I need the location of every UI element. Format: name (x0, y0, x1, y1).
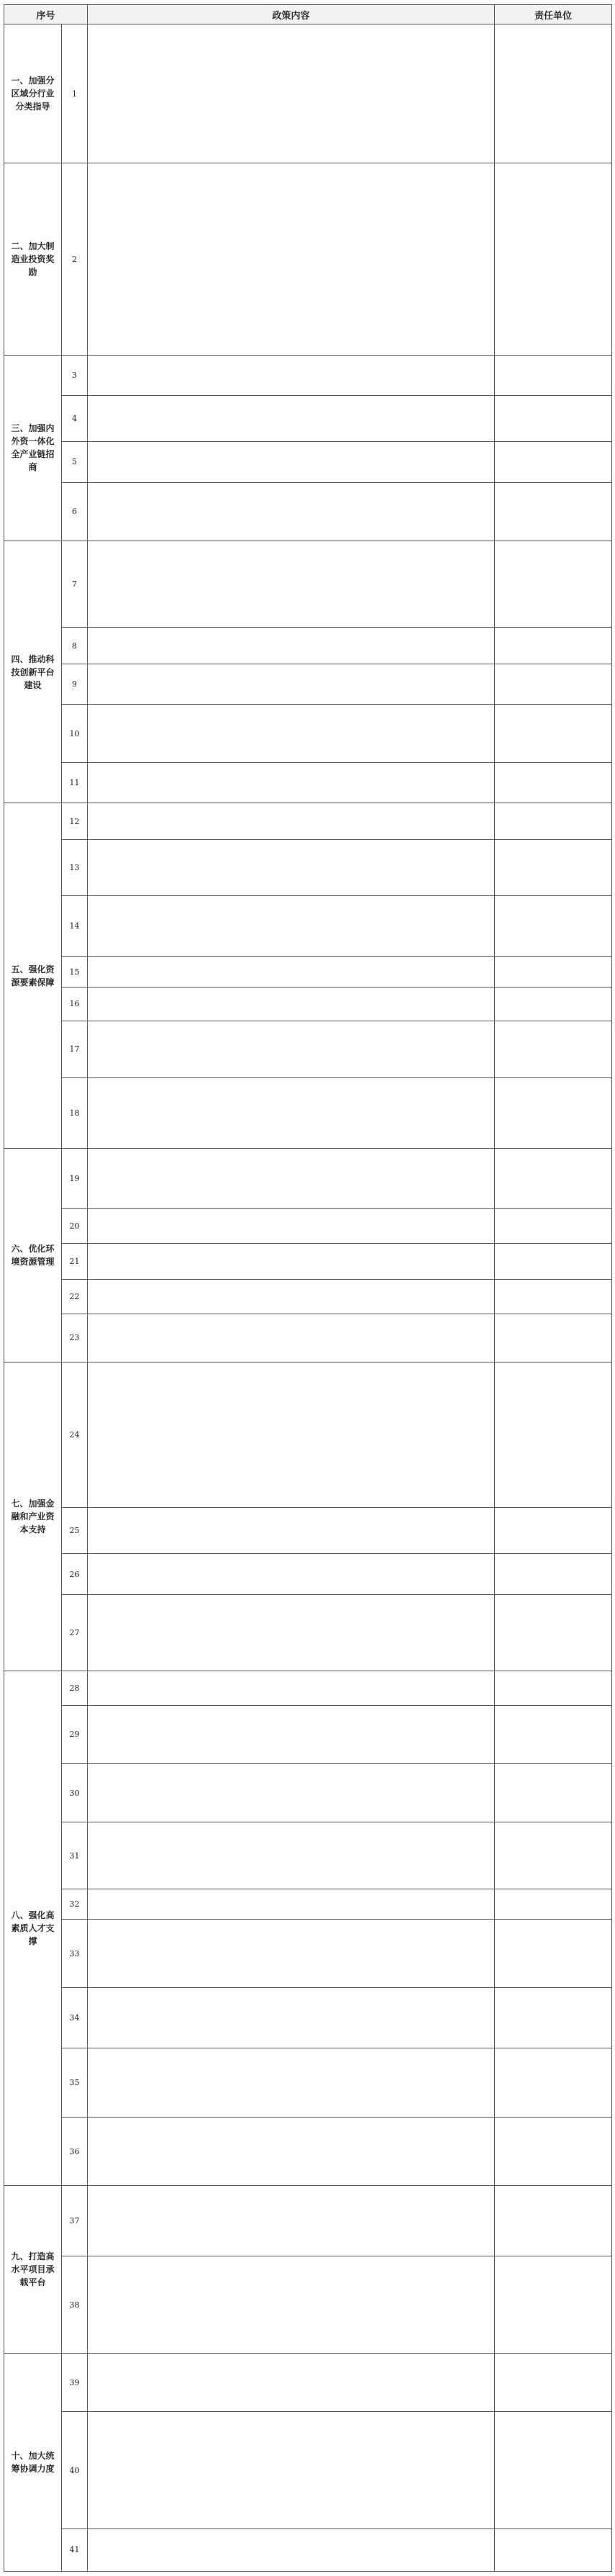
policy-content (88, 395, 495, 441)
row-number: 18 (62, 1077, 88, 1148)
responsible-unit (495, 2528, 612, 2571)
responsible-unit (495, 1671, 612, 1706)
row-number: 6 (62, 482, 88, 541)
row-number: 16 (62, 987, 88, 1021)
section-title: 五、强化资源要素保障 (4, 803, 62, 1149)
table-header-row (4, 5, 612, 24)
policy-content (88, 1671, 495, 1706)
policy-content (88, 24, 495, 163)
row-number: 14 (62, 896, 88, 957)
responsible-unit (495, 1889, 612, 1919)
table-row (4, 1822, 612, 1889)
row-number: 34 (62, 1988, 88, 2048)
responsible-unit (495, 1508, 612, 1554)
policy-content (88, 957, 495, 987)
policy-content (88, 482, 495, 541)
responsible-unit (495, 355, 612, 395)
row-number: 33 (62, 1920, 88, 1988)
row-number: 28 (62, 1671, 88, 1706)
policy-content (88, 704, 495, 762)
responsible-unit (495, 1314, 612, 1362)
policy-content (88, 628, 495, 664)
row-number: 21 (62, 1243, 88, 1279)
section-title: 六、优化环境资源管理 (4, 1148, 62, 1362)
responsible-unit (495, 1148, 612, 1208)
policy-content (88, 2186, 495, 2256)
row-number: 11 (62, 763, 88, 803)
row-number: 20 (62, 1208, 88, 1243)
policy-content (88, 1920, 495, 1988)
header-section: 序号 (4, 5, 88, 24)
table-row (4, 1671, 612, 1706)
policy-content (88, 1077, 495, 1148)
policy-content (88, 1314, 495, 1362)
responsible-unit (495, 1705, 612, 1763)
table-row (4, 763, 612, 803)
row-number: 17 (62, 1021, 88, 1078)
responsible-unit (495, 704, 612, 762)
policy-table (4, 4, 612, 2572)
table-row (4, 1280, 612, 1314)
row-number: 8 (62, 628, 88, 664)
row-number: 4 (62, 395, 88, 441)
section-title: 九、打造高水平项目承载平台 (4, 2186, 62, 2354)
responsible-unit (495, 1764, 612, 1822)
policy-content (88, 1764, 495, 1822)
section-title: 一、加强分区域分行业分类指导 (4, 24, 62, 163)
policy-content (88, 987, 495, 1021)
policy-table-body (4, 24, 612, 2572)
row-number: 24 (62, 1362, 88, 1508)
row-number: 40 (62, 2412, 88, 2529)
responsible-unit (495, 1362, 612, 1508)
policy-content (88, 2528, 495, 2571)
policy-content (88, 664, 495, 704)
table-row (4, 395, 612, 441)
responsible-unit (495, 163, 612, 355)
table-row (4, 2186, 612, 2256)
policy-content (88, 763, 495, 803)
row-number: 12 (62, 803, 88, 839)
policy-content (88, 2256, 495, 2354)
row-number: 38 (62, 2256, 88, 2354)
responsible-unit (495, 1822, 612, 1889)
responsible-unit (495, 395, 612, 441)
table-row (4, 1314, 612, 1362)
responsible-unit (495, 2353, 612, 2411)
row-number: 1 (62, 24, 88, 163)
table-row (4, 2256, 612, 2354)
policy-content (88, 1554, 495, 1594)
table-row (4, 355, 612, 395)
table-row (4, 987, 612, 1021)
policy-content (88, 355, 495, 395)
table-row (4, 957, 612, 987)
table-row (4, 2528, 612, 2571)
row-number: 31 (62, 1822, 88, 1889)
policy-content (88, 1822, 495, 1889)
responsible-unit (495, 1243, 612, 1279)
policy-content (88, 1148, 495, 1208)
table-row (4, 24, 612, 163)
policy-content (88, 1889, 495, 1919)
row-number: 3 (62, 355, 88, 395)
policy-content (88, 896, 495, 957)
table-row (4, 2117, 612, 2185)
policy-content (88, 803, 495, 839)
responsible-unit (495, 482, 612, 541)
table-row (4, 2353, 612, 2411)
responsible-unit (495, 803, 612, 839)
responsible-unit (495, 896, 612, 957)
table-row (4, 482, 612, 541)
table-row (4, 1594, 612, 1671)
policy-content (88, 1243, 495, 1279)
row-number: 32 (62, 1889, 88, 1919)
table-row (4, 1988, 612, 2048)
table-row (4, 628, 612, 664)
table-row (4, 1705, 612, 1763)
responsible-unit (495, 1208, 612, 1243)
policy-content (88, 2048, 495, 2117)
policy-content (88, 1705, 495, 1763)
policy-content (88, 2117, 495, 2185)
policy-content (88, 541, 495, 628)
responsible-unit (495, 763, 612, 803)
row-number: 2 (62, 163, 88, 355)
table-row (4, 2412, 612, 2529)
policy-content (88, 2353, 495, 2411)
row-number: 39 (62, 2353, 88, 2411)
table-row (4, 1764, 612, 1822)
section-title: 二、加大制造业投资奖励 (4, 163, 62, 355)
table-row (4, 839, 612, 896)
section-title: 四、推动科技创新平台建设 (4, 541, 62, 803)
responsible-unit (495, 442, 612, 482)
responsible-unit (495, 1077, 612, 1148)
header-content: 政策内容 (88, 5, 495, 24)
table-row (4, 1362, 612, 1508)
table-row (4, 1243, 612, 1279)
table-row (4, 1554, 612, 1594)
table-row (4, 1889, 612, 1919)
responsible-unit (495, 2117, 612, 2185)
section-title: 三、加强内外资一体化全产业链招商 (4, 355, 62, 541)
responsible-unit (495, 541, 612, 628)
policy-content (88, 163, 495, 355)
responsible-unit (495, 1920, 612, 1988)
header-unit: 责任单位 (495, 5, 612, 24)
responsible-unit (495, 24, 612, 163)
policy-content (88, 1021, 495, 1078)
responsible-unit (495, 1988, 612, 2048)
responsible-unit (495, 2412, 612, 2529)
responsible-unit (495, 628, 612, 664)
table-row (4, 163, 612, 355)
row-number: 10 (62, 704, 88, 762)
policy-content (88, 442, 495, 482)
section-title: 七、加强金融和产业资本支持 (4, 1362, 62, 1671)
policy-content (88, 1280, 495, 1314)
policy-content (88, 1208, 495, 1243)
policy-content (88, 2412, 495, 2529)
policy-content (88, 1594, 495, 1671)
table-row (4, 1021, 612, 1078)
row-number: 23 (62, 1314, 88, 1362)
table-row (4, 664, 612, 704)
row-number: 13 (62, 839, 88, 896)
responsible-unit (495, 2048, 612, 2117)
responsible-unit (495, 839, 612, 896)
responsible-unit (495, 1280, 612, 1314)
row-number: 9 (62, 664, 88, 704)
row-number: 36 (62, 2117, 88, 2185)
row-number: 15 (62, 957, 88, 987)
row-number: 41 (62, 2528, 88, 2571)
table-row (4, 704, 612, 762)
section-title: 八、强化高素质人才支撑 (4, 1671, 62, 2186)
table-row (4, 1077, 612, 1148)
policy-content (88, 839, 495, 896)
responsible-unit (495, 2256, 612, 2354)
responsible-unit (495, 664, 612, 704)
row-number: 22 (62, 1280, 88, 1314)
table-row (4, 1920, 612, 1988)
row-number: 5 (62, 442, 88, 482)
row-number: 26 (62, 1554, 88, 1594)
row-number: 29 (62, 1705, 88, 1763)
row-number: 19 (62, 1148, 88, 1208)
policy-content (88, 1988, 495, 2048)
policy-content (88, 1508, 495, 1554)
table-row (4, 803, 612, 839)
section-title: 十、加大统筹协调力度 (4, 2353, 62, 2571)
responsible-unit (495, 1554, 612, 1594)
responsible-unit (495, 957, 612, 987)
table-row (4, 1208, 612, 1243)
row-number: 30 (62, 1764, 88, 1822)
row-number: 27 (62, 1594, 88, 1671)
row-number: 37 (62, 2186, 88, 2256)
row-number: 25 (62, 1508, 88, 1554)
table-row (4, 442, 612, 482)
responsible-unit (495, 1594, 612, 1671)
row-number: 7 (62, 541, 88, 628)
responsible-unit (495, 2186, 612, 2256)
responsible-unit (495, 1021, 612, 1078)
responsible-unit (495, 987, 612, 1021)
table-row (4, 1508, 612, 1554)
table-row (4, 2048, 612, 2117)
table-row (4, 1148, 612, 1208)
table-row (4, 541, 612, 628)
policy-content (88, 1362, 495, 1508)
table-row (4, 896, 612, 957)
row-number: 35 (62, 2048, 88, 2117)
